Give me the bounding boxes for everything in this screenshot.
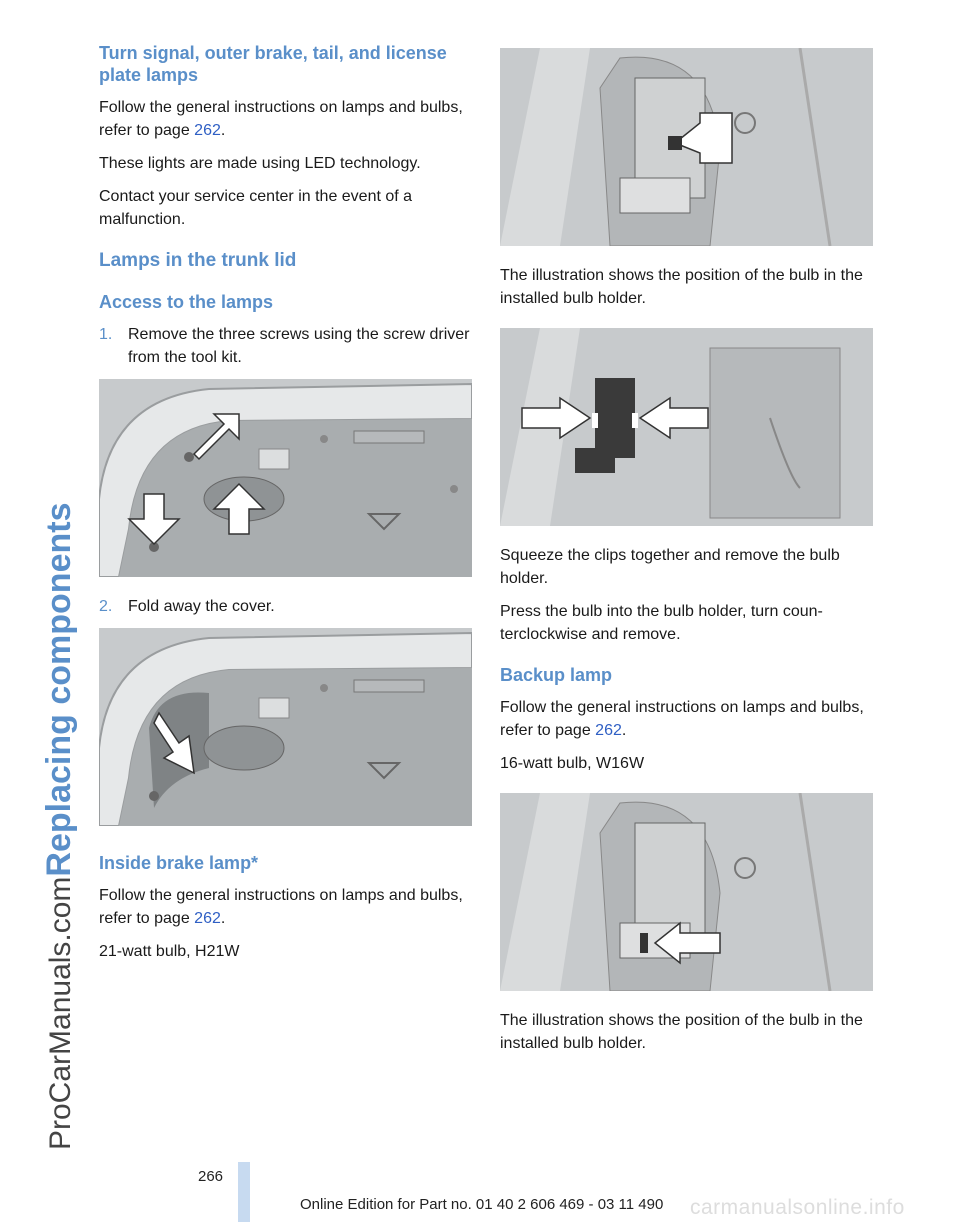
- illustration-backup-bulb: [500, 793, 873, 991]
- illustration-bulb-position: [500, 48, 873, 246]
- para-text: .: [220, 122, 226, 139]
- illustration-squeeze-clips: [500, 328, 873, 526]
- page-number: 266: [198, 1168, 224, 1185]
- paragraph-general-instructions: [99, 96, 472, 142]
- side-watermark: [0, 0, 78, 1222]
- left-column: [99, 42, 472, 973]
- paragraph-bulb-spec: 16-watt bulb, W16W: [500, 755, 645, 772]
- page-link[interactable]: 262: [194, 910, 221, 927]
- watermark-site: ProCarManuals.com: [44, 876, 77, 1150]
- paragraph-general-instructions: [500, 696, 873, 742]
- step-item: [99, 323, 472, 369]
- page-link[interactable]: 262: [595, 722, 622, 739]
- caption-backup-bulb-position: The illustration shows the position of the bulb in the installed bulb holder.: [500, 1012, 863, 1052]
- step-text: Remove the three screws using the screw driver from the tool kit.: [128, 326, 470, 366]
- right-column: [500, 48, 873, 1065]
- edition-text: Online Edition for Part no. 01 40 2 606 469 - 03 11 490: [300, 1196, 664, 1213]
- illustration-trunk-screws: [99, 379, 472, 577]
- para-text: Follow the general instructions on lamps and bulbs, refer to page: [99, 99, 463, 139]
- step-number: 1.: [99, 326, 113, 343]
- heading-access-lamps: Access to the lamps: [99, 292, 274, 312]
- steps-list-2: [99, 595, 472, 618]
- paragraph-service-center: Contact your service center in the event of a malfunction.: [99, 188, 413, 228]
- step-text: Fold away the cover.: [128, 598, 275, 615]
- section-title: Replacing components: [40, 502, 78, 877]
- footer-bar: [238, 1162, 250, 1222]
- paragraph-led: These lights are made using LED technology.: [99, 155, 421, 172]
- illustration-fold-cover: [99, 628, 472, 826]
- caption-bulb-position: The illustration shows the position of the bulb in the installed bulb holder.: [500, 267, 863, 307]
- para-text: .: [621, 722, 627, 739]
- step-item: [99, 595, 472, 618]
- heading-trunk-lid-lamps: Lamps in the trunk lid: [99, 250, 297, 271]
- heading-backup-lamp: Backup lamp: [500, 665, 613, 685]
- para-text: .: [220, 910, 226, 927]
- paragraph-bulb-spec: 21-watt bulb, H21W: [99, 943, 240, 960]
- step-number: 2.: [99, 598, 113, 615]
- site-watermark: carmanualsonline.info: [690, 1196, 905, 1219]
- heading-inside-brake-lamp: Inside brake lamp*: [99, 853, 259, 873]
- paragraph-general-instructions: [99, 884, 472, 930]
- para-text: Follow the general instructions on lamps and bulbs, refer to page: [500, 699, 864, 739]
- caption-squeeze-clips: Squeeze the clips together and remove the bulb holder.: [500, 547, 840, 587]
- steps-list-1: [99, 323, 472, 369]
- para-text: Follow the general instructions on lamps and bulbs, refer to page: [99, 887, 463, 927]
- watermark-text: [40, 503, 79, 1151]
- heading-turn-signal-lamps: Turn signal, outer brake, tail, and license plate lamps: [99, 43, 447, 85]
- page-link[interactable]: 262: [194, 122, 221, 139]
- caption-press-bulb: Press the bulb into the bulb holder, turn coun-terclockwise and remove.: [500, 603, 823, 643]
